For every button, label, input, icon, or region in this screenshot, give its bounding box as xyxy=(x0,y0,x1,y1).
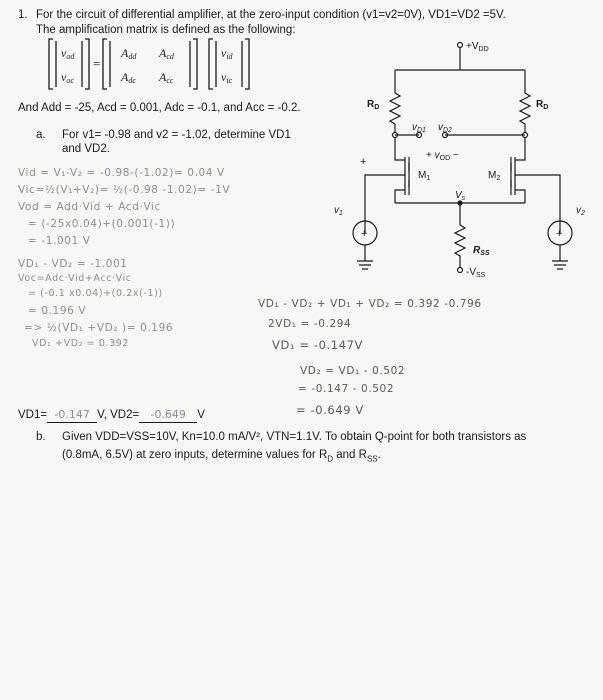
handwriting-line: => ½(VD₁ +VD₂ )= 0.196 xyxy=(24,322,174,334)
handwriting-line: = -1.001 V xyxy=(28,235,91,247)
svg-text:M1: $M_1$ xyxy=(418,170,431,182)
svg-text:+ vOD −: + $v_{OD}$ − xyxy=(426,150,459,162)
handwriting-line: VD₁ - VD₂ + VD₁ + VD₂ = 0.392 -0.796 xyxy=(258,298,482,310)
part-b-line-1: Given VDD=VSS=10V, Kn=10.0 mA/V², VTN=1.1V. To obtain Q-point for both transistors as xyxy=(62,431,527,443)
handwriting-line: = -0.147 - 0.502 xyxy=(298,383,395,395)
svg-text:+: + xyxy=(556,228,563,240)
svg-text:=: = xyxy=(93,56,101,71)
amplification-matrix xyxy=(45,35,285,93)
vd1-label: VD1= xyxy=(18,409,48,421)
handwriting-line: VD₁ - VD₂ = -1.001 xyxy=(18,258,128,270)
svg-text:Acd: Acd xyxy=(159,46,174,61)
svg-text:vD1: $v_{D1}$ xyxy=(412,122,426,134)
handwriting-line: VD₁ = -0.147V xyxy=(272,338,364,352)
handwriting-line: = -0.649 V xyxy=(296,403,364,417)
part-a-line-2: and VD2. xyxy=(62,143,110,155)
svg-text:v2: $v_2$ xyxy=(576,205,585,217)
part-a-line-1: For v1= -0.98 and v2 = -1.02, determine VD1 xyxy=(62,129,291,141)
svg-text:vid: vid xyxy=(221,46,233,61)
vd2-unit: V xyxy=(197,409,205,421)
svg-text:Acc: Acc xyxy=(159,70,174,85)
givens-line: And Add = -25, Acd = 0.001, Adc = -0.1, and Acc = -0.2. xyxy=(18,102,301,114)
handwriting-line: Vic=½(V₁+V₂)= ½(-0.98 -1.02)= -1V xyxy=(18,184,231,196)
handwriting-line: Voc=Adc·Vid+Acc·Vic xyxy=(18,273,132,284)
svg-text:vD2: $v_{D2}$ xyxy=(438,122,452,134)
svg-text:Vs: $V_s$ xyxy=(455,190,466,202)
svg-text:-VSS: $-V_{SS}$ xyxy=(466,267,486,279)
handwriting-line: = (-25x0.04)+(0.001(-1)) xyxy=(28,218,176,230)
handwriting-line: = 0.196 V xyxy=(28,305,87,317)
answer-line xyxy=(18,408,205,423)
question-number: 1. xyxy=(18,9,28,21)
vd2-answer: -0.649 xyxy=(150,408,186,421)
handwriting-line: Vid = V₁-V₂ = -0.98-(-1.02)= 0.04 V xyxy=(18,167,225,179)
question-line-1: For the circuit of differential amplifier, at the zero-input condition (v1=v2=0V), VD1=VD2 =5V. xyxy=(36,9,506,21)
handwriting-line: VD₁ +VD₂ = 0.392 xyxy=(32,338,130,349)
svg-text:v1: $v_1$ xyxy=(334,205,343,217)
differential-amplifier-circuit xyxy=(320,35,603,285)
svg-text:M2: $M_2$ xyxy=(488,170,501,182)
svg-text:+: + xyxy=(360,156,367,168)
svg-text:RD: $R_D$ xyxy=(536,99,549,111)
svg-text:vic: vic xyxy=(221,70,233,85)
svg-text:RSS: $R_{SS}$ xyxy=(473,245,490,257)
handwriting-line: 2VD₁ = -0.294 xyxy=(268,318,352,330)
svg-text:Add: Add xyxy=(121,46,137,61)
handwriting-line: VD₂ = VD₁ - 0.502 xyxy=(300,365,406,377)
part-a-label: a. xyxy=(36,129,46,141)
vd1-answer: -0.147 xyxy=(54,408,90,421)
question-line-2: The amplification matrix is defined as the following: xyxy=(36,24,296,36)
voc-label: voc xyxy=(61,70,74,85)
svg-text:+: + xyxy=(361,228,368,240)
svg-text:+VDD: $+V_{DD}$ xyxy=(466,41,489,53)
handwriting-line: = (-0.1 x0.04)+(0.2x(-1)) xyxy=(28,288,163,299)
vd1-unit: V, xyxy=(97,409,107,421)
vod-label: vod xyxy=(61,46,75,61)
svg-text:Adc: Adc xyxy=(121,70,136,85)
svg-text:RD: $R_D$ xyxy=(367,99,380,111)
handwriting-line: Vod = Add·Vid + Acd·Vic xyxy=(18,201,161,213)
vd2-label: VD2= xyxy=(110,409,140,421)
part-b-label: b. xyxy=(36,431,46,443)
part-b-line-2: (0.8mA, 6.5V) at zero inputs, determine values for $R_D$ and $R_{SS}$. xyxy=(62,449,381,464)
